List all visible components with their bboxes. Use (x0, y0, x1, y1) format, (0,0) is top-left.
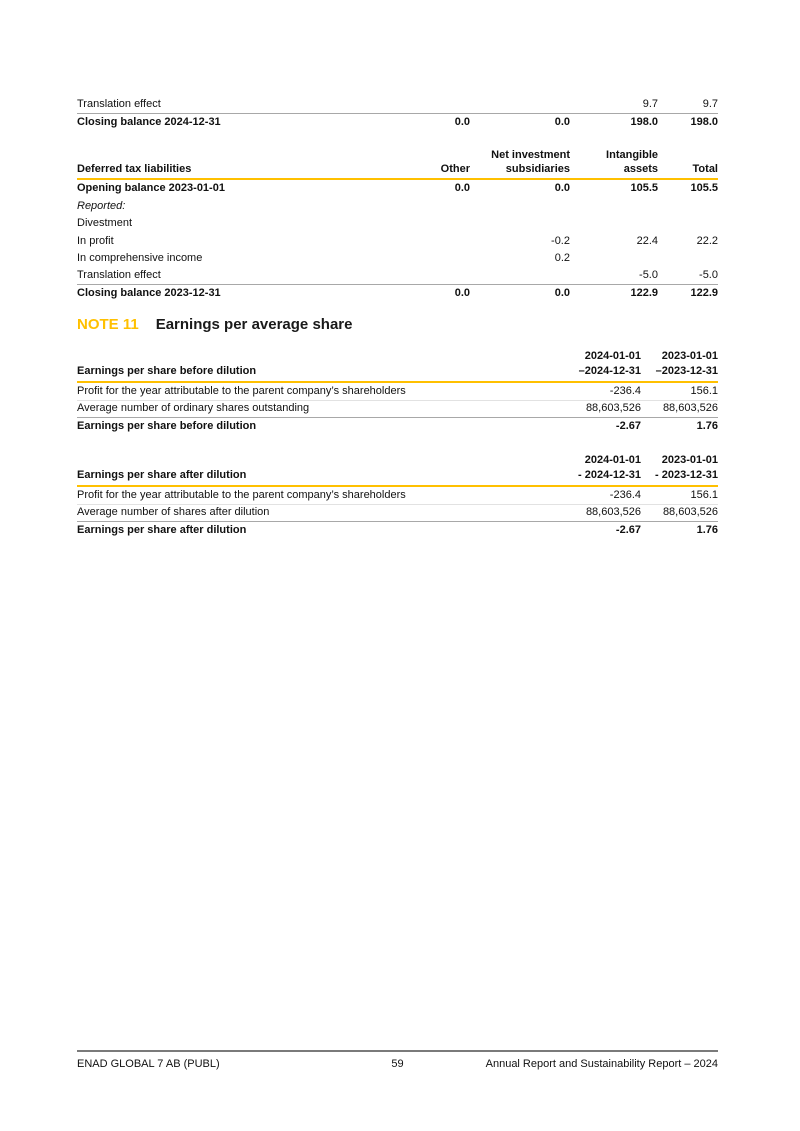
column-header-period-2024 (556, 453, 641, 483)
cell-total: 122.9 (690, 287, 718, 299)
cell-net-investment: 0.2 (554, 252, 570, 264)
row-label: Divestment (77, 217, 133, 229)
cell-2023: 156.1 (690, 488, 718, 501)
footer-page-number: 59 (391, 1058, 404, 1070)
period-end: - 2023-12-31 (655, 469, 718, 481)
cell-intangible-assets: 105.5 (630, 182, 658, 194)
cell-2023: 156.1 (690, 384, 718, 397)
column-header-net-investment-subsidiaries: Net investment subsidiaries (491, 149, 570, 175)
table-header (77, 148, 718, 180)
row-label: Average number of shares after dilution (77, 506, 270, 518)
row-label: Reported: (77, 199, 126, 212)
page-footer (77, 1050, 718, 1071)
table-header (77, 349, 718, 383)
cell-intangible-assets: 198.0 (630, 115, 658, 128)
table-row-eps-total (77, 418, 718, 436)
deferred-tax-liabilities-table (77, 148, 718, 303)
column-header-period-2023 (641, 349, 718, 379)
column-header-other: Other (440, 163, 470, 175)
cell-2024: -236.4 (609, 384, 641, 397)
table-row-closing-balance (77, 285, 718, 303)
eps-after-dilution-table (77, 453, 718, 540)
row-label: Translation effect (77, 269, 161, 281)
period-start: 2023-01-01 (661, 454, 718, 466)
cell-2024: -2.67 (615, 420, 641, 432)
row-label: Average number of ordinary shares outstanding (77, 402, 310, 414)
period-start: 2023-01-01 (661, 350, 718, 362)
row-label: Closing balance 2024-12-31 (77, 115, 221, 128)
row-label: Profit for the year attributable to the parent company’s shareholders (77, 384, 406, 397)
row-label: Opening balance 2023-01-01 (77, 182, 225, 194)
cell-other: 0.0 (454, 115, 470, 128)
cell-net-investment: 0.0 (554, 287, 570, 299)
cell-net-investment: -0.2 (551, 234, 570, 247)
cell-total: 22.2 (696, 234, 718, 247)
table-row-average-shares (77, 401, 718, 419)
table-row-comprehensive-income (77, 250, 718, 268)
cell-intangible-assets: -5.0 (639, 269, 658, 281)
column-header-period-2023 (641, 453, 718, 483)
cell-2024: -2.67 (615, 524, 641, 536)
period-end: –2024-12-31 (578, 365, 641, 377)
period-start: 2024-01-01 (584, 454, 641, 466)
cell-2023: 1.76 (696, 420, 718, 432)
cell-other: 0.0 (454, 287, 470, 299)
footer-report-title: Annual Report and Sustainability Report – 2024 (485, 1058, 718, 1070)
period-start: 2024-01-01 (584, 350, 641, 362)
table-row-eps-total (77, 522, 718, 540)
cell-total: 105.5 (690, 182, 718, 194)
table-title: Earnings per share after dilution (77, 469, 247, 481)
table-continuation (77, 96, 718, 131)
table-row-translation-effect (77, 268, 718, 286)
period-end: - 2024-12-31 (578, 469, 641, 481)
table-header (77, 453, 718, 487)
note-title: Earnings per average share (155, 316, 353, 333)
table-row-divestment (77, 215, 718, 233)
eps-before-dilution-table (77, 349, 718, 436)
row-label: Earnings per share after dilution (77, 524, 247, 536)
cell-net-investment: 0.0 (554, 182, 570, 194)
cell-2023: 88,603,526 (662, 506, 718, 518)
row-label: Earnings per share before dilution (77, 420, 257, 432)
footer-company-name: ENAD GLOBAL 7 AB (PUBL) (77, 1058, 220, 1070)
row-label: Closing balance 2023-12-31 (77, 287, 221, 299)
cell-net-investment: 0.0 (554, 115, 570, 128)
cell-2023: 1.76 (696, 524, 718, 536)
table-row-average-shares (77, 505, 718, 523)
cell-2024: 88,603,526 (585, 402, 641, 414)
footer-inner (77, 1057, 718, 1071)
table-row-opening-balance (77, 180, 718, 198)
cell-2024: -236.4 (609, 488, 641, 501)
table-row-reported (77, 198, 718, 216)
cell-2024: 88,603,526 (585, 506, 641, 518)
cell-intangible-assets: 9.7 (642, 97, 658, 110)
cell-total: -5.0 (699, 269, 718, 281)
column-header-intangible-assets: Intangible assets (606, 149, 658, 175)
table-row-in-profit (77, 233, 718, 251)
table-title: Earnings per share before dilution (77, 365, 257, 377)
note-number: NOTE 11 (77, 316, 139, 333)
table-row-profit (77, 383, 718, 401)
column-header-period-2024 (556, 349, 641, 379)
cell-other: 0.0 (454, 182, 470, 194)
row-label: Profit for the year attributable to the parent company’s shareholders (77, 488, 406, 501)
cell-intangible-assets: 22.4 (636, 234, 658, 247)
cell-2023: 88,603,526 (662, 402, 718, 414)
column-header-total: Total (692, 163, 718, 175)
cell-intangible-assets: 122.9 (630, 287, 658, 299)
table-row-profit (77, 487, 718, 505)
table-row-closing-balance (77, 114, 718, 132)
cell-total: 198.0 (690, 115, 718, 128)
period-end: –2023-12-31 (655, 365, 718, 377)
table-title: Deferred tax liabilities (77, 163, 192, 175)
row-label: In comprehensive income (77, 252, 203, 264)
row-label: Translation effect (77, 97, 161, 110)
note-heading (77, 316, 718, 333)
row-label: In profit (77, 234, 114, 247)
table-row (77, 96, 718, 114)
cell-total: 9.7 (702, 97, 718, 110)
